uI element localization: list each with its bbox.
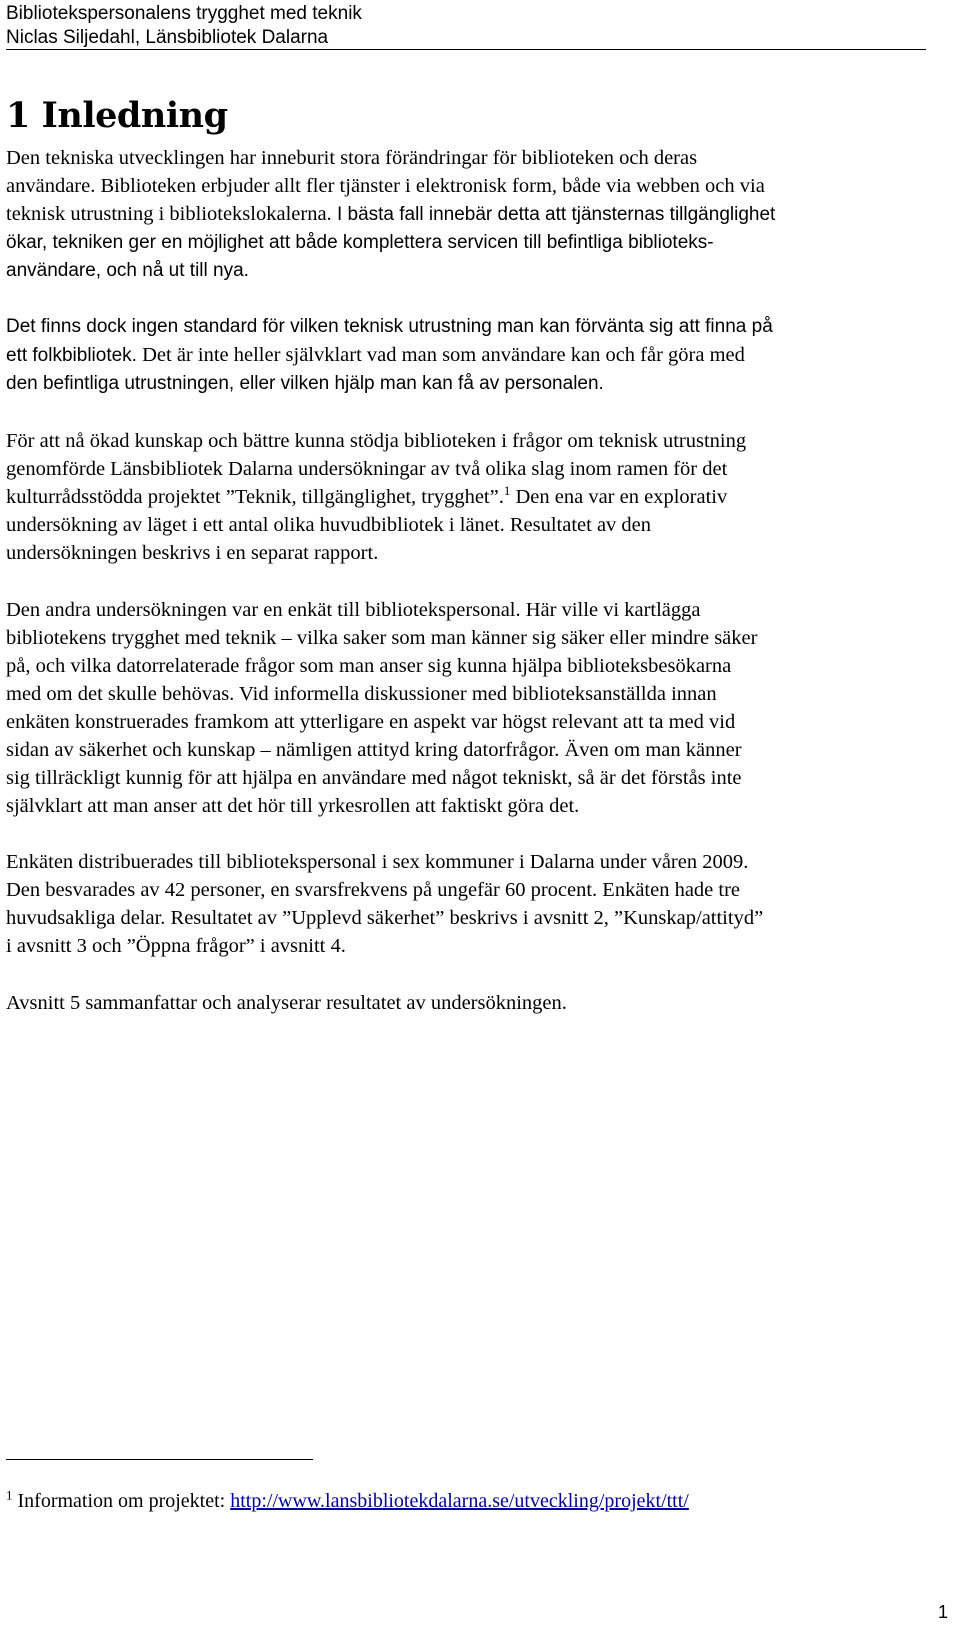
text-line: användare, och nå ut till nya. bbox=[6, 260, 249, 281]
text-line: ökar, tekniken ger en möjlighet att både komplettera servicen till befintliga biblioteks- bbox=[6, 232, 714, 253]
text-line: enkäten konstruerades framkom att ytterligare en aspekt var högst relevant att ta med vid bbox=[6, 711, 736, 733]
footnote-separator bbox=[6, 1459, 313, 1460]
section-heading: 1 Inledning bbox=[6, 95, 228, 136]
text-run: Det är inte heller självklart vad man som användare kan och får göra med bbox=[136, 344, 745, 366]
paragraph-intro bbox=[6, 144, 960, 285]
text-line: den befintliga utrustningen, eller vilken hjälp man kan få av personalen. bbox=[6, 373, 604, 394]
text-line: sig tillräckligt kunnig för att hjälpa en användare med något tekniskt, så är det förstås inte bbox=[6, 767, 742, 789]
text-line: Det finns dock ingen standard för vilken teknisk utrustning man kan förvänta sig att finna på bbox=[6, 316, 773, 337]
text-run: kulturrådsstödda projektet ”Teknik, tillgänglighet, trygghet”. bbox=[6, 486, 504, 508]
text-line bbox=[6, 200, 960, 229]
footnote-number: 1 bbox=[6, 1487, 13, 1503]
text-line: För att nå ökad kunskap och bättre kunna stödja biblioteken i frågor om teknisk utrustning bbox=[6, 430, 747, 452]
running-header bbox=[6, 2, 926, 50]
text-line: genomförde Länsbibliotek Dalarna undersökningar av två olika slag inom ramen för det bbox=[6, 458, 728, 480]
text-line: Enkäten distribuerades till bibliotekspersonal i sex kommuner i Dalarna under våren 2009. bbox=[6, 851, 749, 873]
header-divider bbox=[6, 49, 926, 50]
text-line: självklart att man anser att det hör till yrkesrollen att faktiskt göra det. bbox=[6, 795, 580, 817]
footnote-reference[interactable]: 1 bbox=[503, 483, 511, 499]
paragraph-project bbox=[6, 427, 960, 567]
text-line: Den tekniska utvecklingen har inneburit stora förändringar för biblioteken och deras bbox=[6, 147, 698, 169]
footnote bbox=[6, 1488, 689, 1514]
header-author: Niclas Siljedahl, Länsbibliotek Dalarna bbox=[6, 27, 329, 48]
text-line: i avsnitt 3 och ”Öppna frågor” i avsnitt 4. bbox=[6, 935, 346, 957]
text-line: användare. Biblioteken erbjuder allt fler tjänster i elektronisk form, både via webben och via bbox=[6, 175, 765, 197]
text-run: Den ena var en explorativ bbox=[510, 486, 728, 508]
text-line: huvudsakliga delar. Resultatet av ”Upplevd säkerhet” beskrivs i avsnitt 2, ”Kunskap/attityd” bbox=[6, 907, 764, 929]
text-line: med om det skulle behövas. Vid informella diskussioner med biblioteksanställda innan bbox=[6, 683, 717, 705]
text-run: teknisk utrustning i bibliotekslokalerna. bbox=[6, 203, 332, 225]
paragraph-standard bbox=[6, 313, 960, 398]
footnote-text: Information om projektet: bbox=[12, 1490, 231, 1512]
paragraph-survey bbox=[6, 596, 960, 820]
text-line: undersökning av läget i ett antal olika huvudbibliotek i länet. Resultatet av den bbox=[6, 514, 652, 536]
text-line bbox=[6, 341, 960, 370]
header-title: Bibliotekspersonalens trygghet med teknik bbox=[6, 3, 362, 24]
text-line: sidan av säkerhet och kunskap – nämligen attityd kring datorfrågor. Även om man känner bbox=[6, 739, 742, 761]
text-line bbox=[6, 483, 960, 511]
text-line: på, och vilka datorrelaterade frågor som man anser sig kunna hjälpa biblioteksbesökarna bbox=[6, 655, 732, 677]
paragraph-distribution bbox=[6, 848, 960, 960]
text-line: undersökningen beskrivs i en separat rapport. bbox=[6, 542, 379, 564]
text-run: ett folkbibliotek. bbox=[6, 345, 137, 366]
paragraph-summary bbox=[6, 989, 960, 1017]
text-line: Den besvarades av 42 personer, en svarsfrekvens på ungefär 60 procent. Enkäten hade tre bbox=[6, 879, 741, 901]
footnote-link[interactable]: http://www.lansbibliotekdalarna.se/utveckling/projekt/ttt/ bbox=[230, 1490, 689, 1512]
page-number: 1 bbox=[937, 1602, 948, 1622]
text-run: I bästa fall innebär detta att tjänsternas tillgänglighet bbox=[331, 204, 776, 225]
text-line: bibliotekens trygghet med teknik – vilka saker som man känner sig säker eller mindre säker bbox=[6, 627, 758, 649]
text-line: Avsnitt 5 sammanfattar och analyserar resultatet av undersökningen. bbox=[6, 992, 567, 1014]
text-line: Den andra undersökningen var en enkät till bibliotekspersonal. Här ville vi kartlägga bbox=[6, 599, 701, 621]
